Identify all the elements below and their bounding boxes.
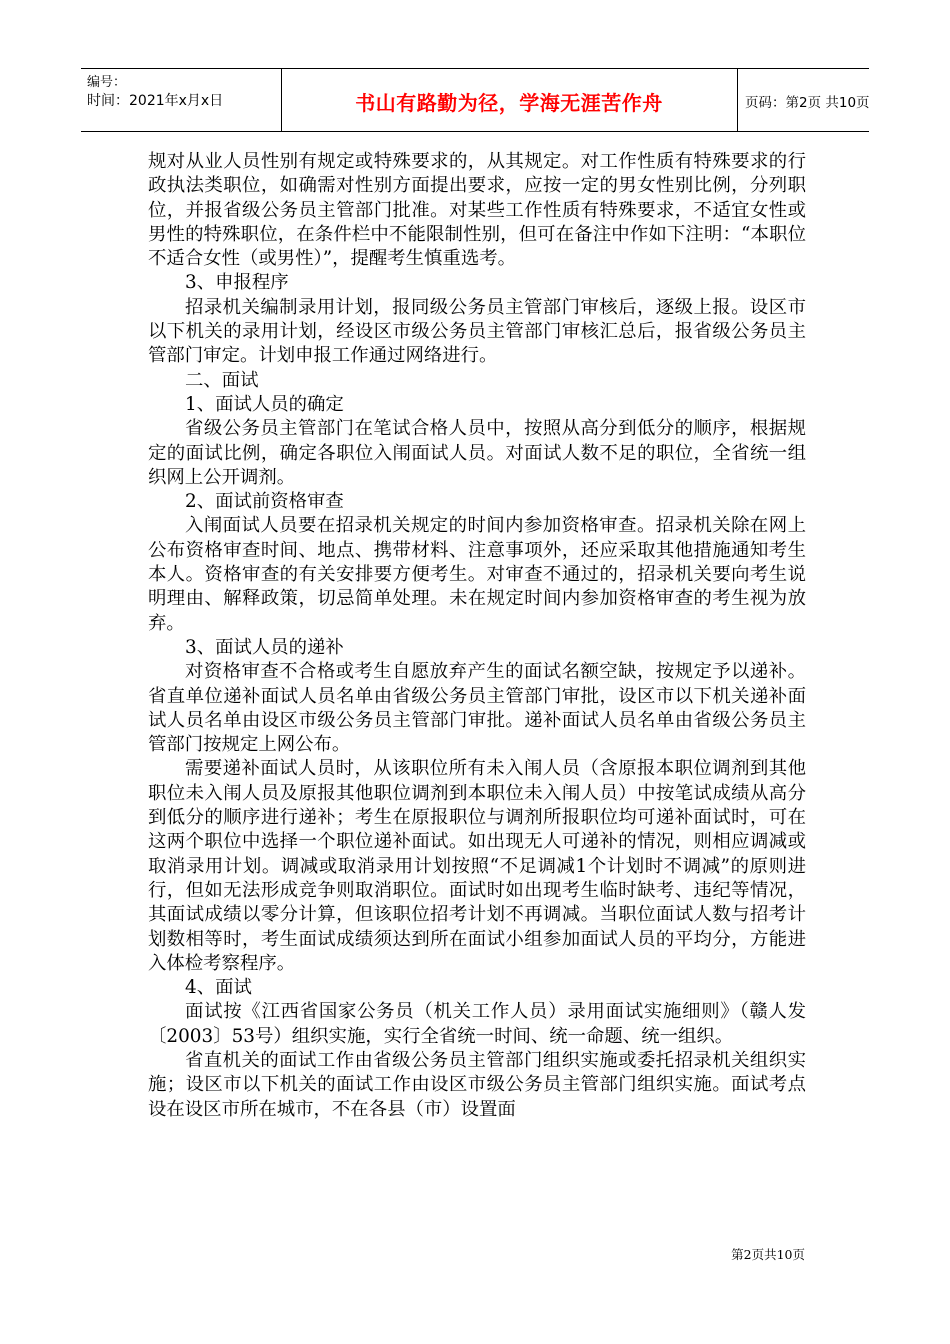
paragraph: 面试按《江西省国家公务员（机关工作人员）录用面试实施细则》（赣人发〔2003〕53号）组织实施，实行全省统一时间、统一命题、统一组织。: [148, 1001, 806, 1047]
section-heading: 3、面试人员的递补: [185, 636, 344, 658]
paragraph: 规对从业人员性别有规定或特殊要求的，从其规定。对工作性质有特殊要求的行政执法类职位，如确需对性别方面提出要求，应按一定的男女性别比例，分列职位，并报省级公务员主管部门批准。对某些工作性质有特殊要求，不适宜女性或男性的特殊职位，在条件栏中不能限制性别，但可在备注中作如下注明：“本职位不适合女性（或男性）”，提醒考生慎重选考。: [148, 151, 806, 270]
section-heading: 3、申报程序: [185, 272, 289, 294]
header-motto: 书山有路勤为径，学海无涯苦作舟: [355, 91, 663, 115]
paragraph: 对资格审查不合格或考生自愿放弃产生的面试名额空缺，按规定予以递补。省直单位递补面试人员名单由省级公务员主管部门审批，设区市以下机关递补面试人员名单由设区市级公务员主管部门审批。递补面试人员名单由省级公务员主管部门按规定上网公布。: [148, 661, 806, 756]
document-date-label: 时间：2021年x月x日: [87, 93, 224, 109]
header-motto-cell: [281, 69, 738, 131]
section-heading: 4、面试: [185, 977, 252, 999]
paragraph: 入闱面试人员要在招录机关规定的时间内参加资格审查。招录机关除在网上公布资格审查时间、地点、携带材料、注意事项外，还应采取其他措施通知考生本人。资格审查的有关安排要方便考生。对审查不通过的，招录机关要向考生说明理由、解释政策，切忌简单处理。未在规定时间内参加资格审查的考生视为放弃。: [148, 515, 806, 634]
header-page-cell: [737, 69, 869, 131]
section-heading: 2、面试前资格审查: [185, 491, 344, 513]
header-meta-cell: [81, 69, 282, 131]
page-header: [81, 68, 869, 132]
section-heading: 二、面试: [185, 369, 259, 391]
section-heading: 1、面试人员的确定: [185, 393, 344, 415]
paragraph: 省级公务员主管部门在笔试合格人员中，按照从高分到低分的顺序，根据规定的面试比例，确定各职位入闱面试人员。对面试人数不足的职位，全省统一组织网上公开调剂。: [148, 418, 806, 488]
paragraph: 招录机关编制录用计划，报同级公务员主管部门审核后，逐级上报。设区市以下机关的录用计划，经设区市级公务员主管部门审核汇总后，报省级公务员主管部门审定。计划申报工作通过网络进行。: [148, 296, 806, 367]
page-footer-number: 第2页共10页: [731, 1247, 805, 1262]
header-page-number: 页码：第2页 共10页: [745, 95, 870, 111]
paragraph: 需要递补面试人员时，从该职位所有未入闱人员（含原报本职位调剂到其他职位未入闱人员及原报其他职位调剂到本职位未入闱人员）中按笔试成绩从高分到低分的顺序进行递补；考生在原报职位与调剂所报职位均可递补面试时，可在这两个职位中选择一个职位递补面试。如出现无人可递补的情况，则相应调减或取消录用计划。调减或取消录用计划按照“不足调减1个计划时不调减”的原则进行，但如无法形成竞争则取消职位。面试时如出现考生临时缺考、违纪等情况，其面试成绩以零分计算，但该职位招考计划不再调减。当职位面试人数与招考计划数相等时，考生面试成绩须达到所在面试小组参加面试人员的平均分，方能进入体检考察程序。: [148, 758, 806, 974]
paragraph: 省直机关的面试工作由省级公务员主管部门组织实施或委托招录机关组织实施；设区市以下机关的面试工作由设区市级公务员主管部门组织实施。面试考点设在设区市所在城市，不在各县（市）设置面: [148, 1049, 806, 1120]
document-body: [148, 150, 806, 1122]
document-code-label: 编号：: [87, 75, 127, 90]
